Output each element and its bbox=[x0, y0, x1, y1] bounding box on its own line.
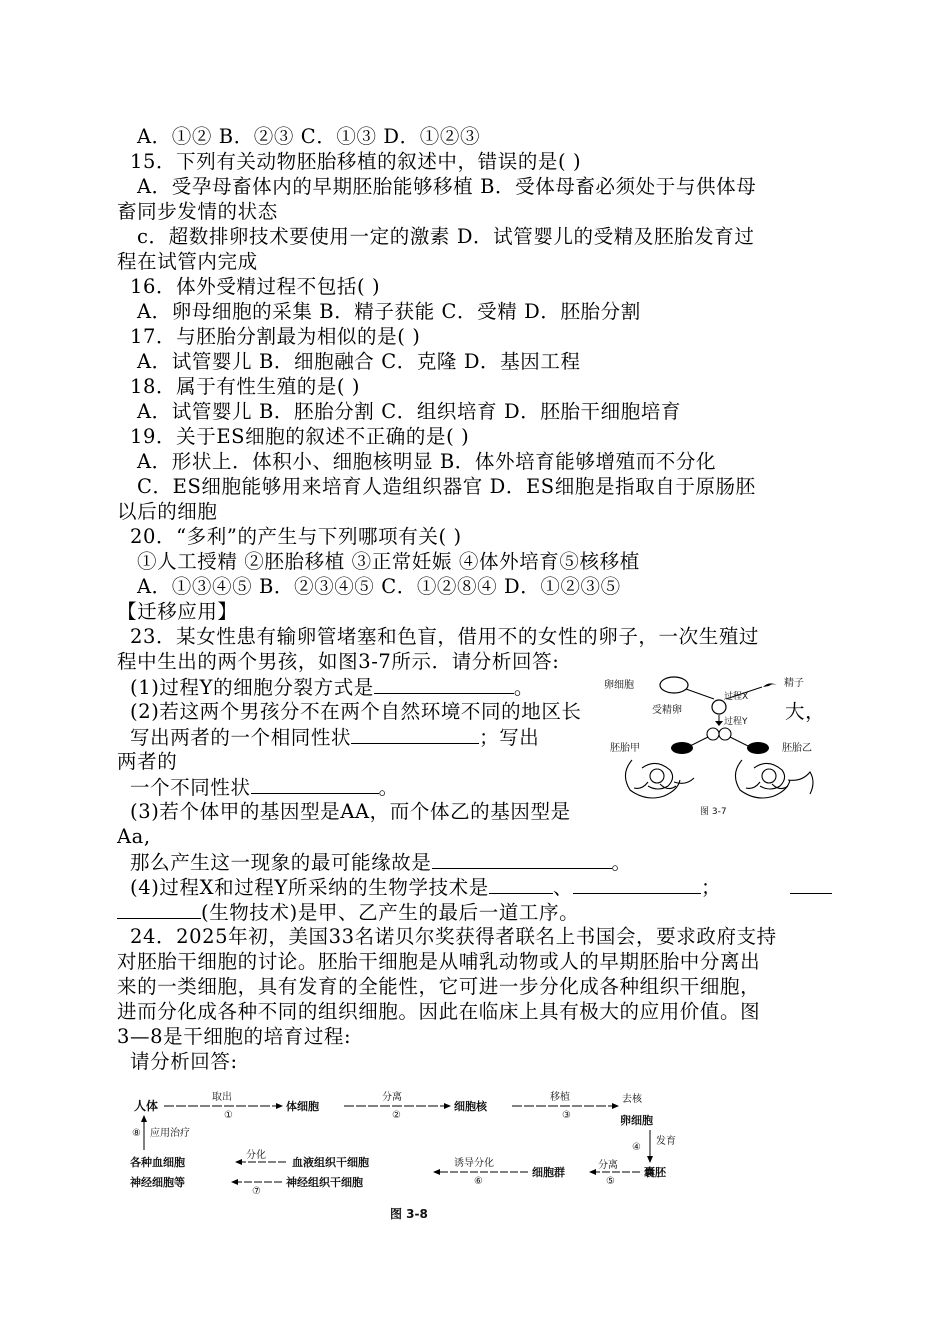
figure-3-7 bbox=[602, 672, 840, 817]
q15-option-line: A．受孕母畜体内的早期胚胎能够移植 B．受体母畜必须处于与供体母 bbox=[137, 175, 757, 198]
q23-stem: 23．某女性患有输卵管堵塞和色盲，借用不的女性的卵子，一次生殖过 bbox=[130, 625, 760, 648]
q23-part4 bbox=[130, 875, 721, 900]
label-zygote: 受精卵 bbox=[652, 705, 682, 716]
q19-stem: 19．关于ES细胞的叙述不正确的是( ) bbox=[130, 425, 470, 448]
node-nucleus: 细胞核 bbox=[454, 1100, 487, 1113]
q24-stem: 24．2025年初，美国33名诺贝尔奖获得者联名上书国会，要求政府支持 bbox=[130, 925, 777, 948]
q15-option-line: 程在试管内完成 bbox=[117, 250, 258, 273]
q20-stem: 20．“多利”的产生与下列哪项有关( ) bbox=[130, 525, 462, 548]
label-egg: 卵细胞 bbox=[604, 680, 634, 691]
sperm-icon bbox=[763, 683, 777, 687]
label-process-x: 过程X bbox=[724, 692, 749, 702]
label-separate: 分离 bbox=[382, 1092, 402, 1103]
arrow-head bbox=[715, 721, 723, 726]
figure-caption: 图 3-7 bbox=[700, 807, 727, 817]
label-develop bbox=[656, 1134, 676, 1147]
step-6: ⑥ bbox=[474, 1176, 483, 1187]
q24-stem: 3—8是干细胞的培育过程: bbox=[117, 1025, 352, 1048]
q23-part2-line bbox=[130, 725, 539, 750]
q23-part4-line bbox=[117, 900, 579, 925]
q23-part4-text: (4)过程X和过程Y所采纳的生物学技术是 bbox=[130, 876, 489, 899]
q23-part3: Aa, bbox=[117, 825, 151, 848]
q23-part2: (2)若这两个男孩分不在两个自然环境不同的地区长 bbox=[130, 700, 582, 723]
q23-part1 bbox=[130, 675, 534, 700]
step-7: ⑦ bbox=[252, 1186, 261, 1197]
label-differentiate: 分化 bbox=[246, 1150, 266, 1161]
q24-stem: 对胚胎干细胞的讨论。胚胎干细胞是从哺乳动物或人的早期胚胎中分离出 bbox=[117, 950, 761, 973]
answer-blank[interactable] bbox=[790, 875, 832, 894]
q23-part2-text: ；写出 bbox=[479, 726, 540, 749]
node-blood-cells: 各种血细胞 bbox=[130, 1156, 185, 1169]
q16-stem: 16．体外受精过程不包括( ) bbox=[130, 275, 381, 298]
q18-stem: 18．属于有性生殖的是( ) bbox=[130, 375, 361, 398]
q15-option-line: 畜同步发情的状态 bbox=[117, 200, 278, 223]
punct: 。 bbox=[378, 776, 399, 799]
answer-blank[interactable] bbox=[374, 675, 514, 694]
node-blastocyst: 囊胚 bbox=[644, 1166, 666, 1179]
step-1: ① bbox=[224, 1110, 233, 1121]
q19-option-line: A．形状上．体积小、细胞核明显 B．体外培育能够增殖而不分化 bbox=[137, 450, 717, 473]
punct: 、 bbox=[552, 876, 573, 899]
answer-blank[interactable] bbox=[432, 850, 612, 869]
q23-part3-line bbox=[130, 850, 632, 875]
node-cell-group: 细胞群 bbox=[532, 1166, 565, 1179]
punct: 。 bbox=[513, 676, 535, 699]
q23-part2-end: 大， bbox=[785, 700, 826, 723]
answer-blank[interactable] bbox=[117, 900, 201, 919]
label-embryo-a: 胚胎甲 bbox=[610, 743, 640, 754]
q23-part2-line bbox=[130, 775, 399, 800]
punct: 。 bbox=[611, 851, 632, 874]
arrow-line bbox=[686, 689, 714, 699]
q18-options: A．试管婴儿 B．胚胎分割 C．组织培育 D．胚胎干细胞培育 bbox=[137, 400, 682, 423]
node-blood-stem: 血液组织干细胞 bbox=[292, 1156, 369, 1169]
punct: ； bbox=[701, 876, 722, 899]
q23-part4-text: (生物技术)是甲、乙产生的最后一道工序。 bbox=[201, 901, 580, 924]
label-induce: 诱导分化 bbox=[454, 1158, 494, 1169]
fetus-b bbox=[735, 760, 813, 798]
zygote-cell bbox=[712, 700, 726, 714]
q23-part3: (3)若个体甲的基因型是AA，而个体乙的基因型是 bbox=[130, 800, 571, 823]
q23-part2-text: 写出两者的一个相同性状 bbox=[130, 726, 352, 749]
label-transplant: 移植 bbox=[550, 1092, 570, 1103]
embryo-a bbox=[671, 742, 693, 754]
q17-options: A．试管婴儿 B．细胞融合 C．克隆 D．基因工程 bbox=[137, 350, 581, 373]
q23-part2-text: 一个不同性状 bbox=[130, 776, 251, 799]
figure-caption: 图 3-8 bbox=[390, 1207, 428, 1221]
q19-option-line: C．ES细胞能够用来培育人造组织器官 D．ES细胞是指取自于原肠胚 bbox=[137, 475, 756, 498]
q17-stem: 17．与胚胎分割最为相似的是( ) bbox=[130, 325, 421, 348]
q19-option-line: 以后的细胞 bbox=[117, 500, 218, 523]
node-human: 人体 bbox=[134, 1099, 159, 1113]
node-neuro-cells: 神经细胞等 bbox=[130, 1176, 185, 1189]
q23-part3-text: 那么产生这一现象的最可能缘故是 bbox=[130, 851, 432, 874]
q16-options: A．卵母细胞的采集 B．精子获能 C．受精 D．胚胎分割 bbox=[137, 300, 641, 323]
q24-stem: 进而分化成各种不同的组织细胞。因此在临床上具有极大的应用价值。图 bbox=[117, 1000, 761, 1023]
two-cell bbox=[719, 728, 731, 740]
step-2: ② bbox=[392, 1110, 401, 1121]
label-process-y: 过程Y bbox=[724, 717, 748, 727]
two-cell bbox=[707, 728, 719, 740]
q23-part1-text: (1)过程Y的细胞分裂方式是 bbox=[130, 676, 374, 699]
q24-stem: 来的一类细胞，具有发育的全能性，它可进一步分化成各种组织干细胞， bbox=[117, 975, 761, 998]
label-take: 取出 bbox=[212, 1092, 232, 1103]
step-5: ⑤ bbox=[606, 1176, 615, 1187]
q24-stem: 请分析回答: bbox=[130, 1050, 238, 1073]
q15-option-line: c．超数排卵技术要使用一定的激素 D．试管婴儿的受精及胚胎发育过 bbox=[137, 225, 755, 248]
step-4: ④ bbox=[632, 1142, 641, 1153]
node-neuro-stem: 神经组织干细胞 bbox=[286, 1176, 363, 1189]
q23-part4-blank-end bbox=[790, 875, 832, 900]
embryo-b bbox=[747, 742, 769, 754]
label-embryo-b: 胚胎乙 bbox=[782, 743, 812, 754]
label-separate-2: 分离 bbox=[598, 1160, 618, 1171]
label-develop-text: 发育 bbox=[656, 1136, 676, 1147]
step-3: ③ bbox=[562, 1110, 571, 1121]
node-body-cell: 体细胞 bbox=[286, 1100, 319, 1113]
figure-3-8 bbox=[120, 1088, 720, 1228]
label-enucleate: 去核 bbox=[622, 1094, 642, 1105]
q14-options: A．①② B．②③ C．①③ D．①②③ bbox=[137, 125, 481, 148]
answer-blank[interactable] bbox=[251, 775, 379, 794]
label-sperm: 精子 bbox=[784, 678, 804, 689]
answer-blank[interactable] bbox=[573, 875, 701, 894]
egg-cell bbox=[660, 677, 688, 693]
node-egg-cell: 卵细胞 bbox=[620, 1114, 653, 1127]
q23-stem: 程中生出的两个男孩，如图3-7所示．请分析回答: bbox=[117, 650, 560, 673]
label-treat: 应用治疗 bbox=[150, 1128, 190, 1139]
q15-stem: 15．下列有关动物胚胎移植的叙述中，错误的是( ) bbox=[130, 150, 582, 173]
fetus-a bbox=[625, 760, 694, 798]
answer-blank[interactable] bbox=[489, 875, 553, 894]
arrow-line bbox=[730, 737, 750, 747]
answer-blank[interactable] bbox=[351, 725, 479, 744]
q20-items: ①人工授精 ②胚胎移植 ③正常妊娠 ④体外培育⑤核移植 bbox=[137, 550, 640, 573]
q20-options: A．①③④⑤ B．②③④⑤ C．①②⑧④ D．①②③⑤ bbox=[137, 575, 621, 598]
section-heading: 【迁移应用】 bbox=[117, 600, 238, 623]
q23-part2-line: 两者的 bbox=[117, 750, 178, 773]
step-8: ⑧ bbox=[132, 1128, 141, 1139]
